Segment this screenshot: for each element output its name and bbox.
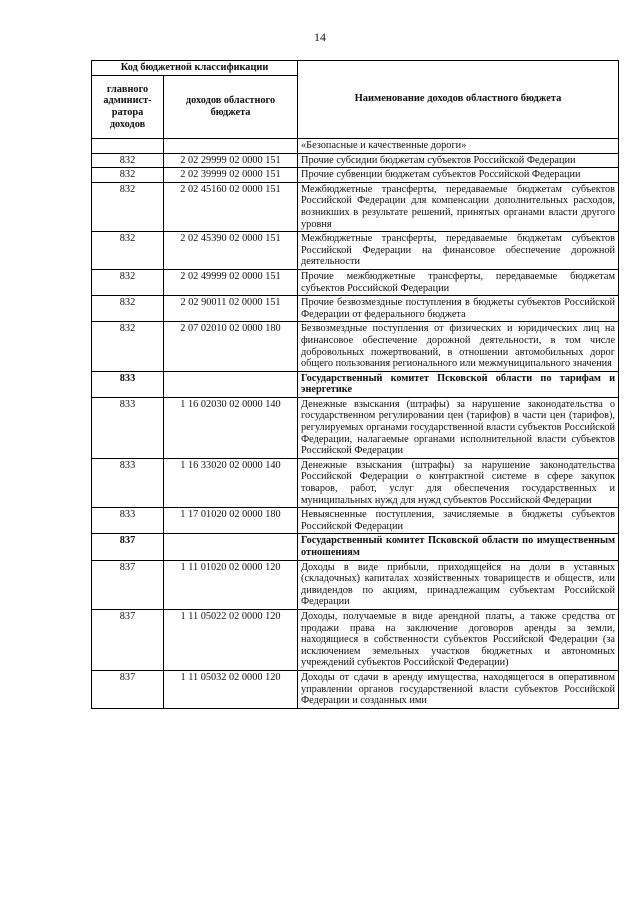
code-cell [164, 534, 298, 560]
code-cell: 2 02 45160 02 0000 151 [164, 182, 298, 231]
code-cell: 1 16 33020 02 0000 140 [164, 458, 298, 507]
table-row [92, 322, 619, 371]
admin-cell: 837 [92, 534, 164, 560]
name-cell: Прочие субсидии бюджетам субъектов Российской Федерации [298, 153, 619, 168]
code-cell: 2 02 49999 02 0000 151 [164, 269, 298, 295]
budget-classification-table [91, 60, 619, 709]
name-cell: Прочие безвозмездные поступления в бюджеты субъектов Российской Федерации от федерального бюджета [298, 296, 619, 322]
table-row [92, 232, 619, 270]
code-cell: 1 11 01020 02 0000 120 [164, 560, 298, 609]
admin-cell: 833 [92, 508, 164, 534]
admin-cell: 837 [92, 560, 164, 609]
admin-cell: 832 [92, 168, 164, 183]
page-number: 14 [314, 30, 326, 44]
table-row [92, 534, 619, 560]
code-cell: 2 02 39999 02 0000 151 [164, 168, 298, 183]
code-cell: 1 17 01020 02 0000 180 [164, 508, 298, 534]
table-row [92, 508, 619, 534]
code-cell: 2 02 45390 02 0000 151 [164, 232, 298, 270]
name-cell: Денежные взыскания (штрафы) за нарушение законодательства о государственном регулировании цен (тарифов) в части цен (тарифов), регулируемых органами государственной власти субъектов Российской Федерации, налагаемые органами исполнительной власти субъектов Российской Федерации [298, 397, 619, 458]
name-cell: Безвозмездные поступления от физических и юридических лиц на финансовое обеспечение дорожной деятельности, в том числе добровольных пожертвований, в отношении автомобильных дорог общего пользования регионального или межмуниципального значения [298, 322, 619, 371]
table-row [92, 458, 619, 507]
admin-cell: 832 [92, 269, 164, 295]
code-cell: 2 02 90011 02 0000 151 [164, 296, 298, 322]
table-body [92, 139, 619, 709]
name-cell: Прочие субвенции бюджетам субъектов Российской Федерации [298, 168, 619, 183]
admin-cell: 832 [92, 232, 164, 270]
table-row [92, 296, 619, 322]
table-row [92, 560, 619, 609]
name-cell: Межбюджетные трансферты, передаваемые бюджетам субъектов Российской Федерации для компенсации дополнительных расходов, возникших в результате решений, принятых органами власти другого уровня [298, 182, 619, 231]
table-row [92, 670, 619, 708]
group-header: Код бюджетной классификации [92, 61, 298, 76]
name-cell: Государственный комитет Псковской области по имущественным отношениям [298, 534, 619, 560]
name-cell: Прочие межбюджетные трансферты, передаваемые бюджетам субъектов Российской Федерации [298, 269, 619, 295]
admin-cell: 832 [92, 296, 164, 322]
admin-cell: 833 [92, 458, 164, 507]
code-cell: 1 16 02030 02 0000 140 [164, 397, 298, 458]
code-cell: 1 11 05032 02 0000 120 [164, 670, 298, 708]
admin-column-header: главного админист-ратора доходов [92, 76, 164, 139]
table-row [92, 139, 619, 154]
admin-cell: 832 [92, 153, 164, 168]
name-cell: Доходы в виде прибыли, приходящейся на доли в уставных (складочных) капиталах хозяйственных товариществ и обществ, или дивидендов по акциям, принадлежащим субъектам Российской Федерации [298, 560, 619, 609]
admin-cell: 837 [92, 609, 164, 670]
table-row [92, 182, 619, 231]
admin-cell [92, 139, 164, 154]
table-row [92, 609, 619, 670]
name-cell: Денежные взыскания (штрафы) за нарушение законодательства Российской Федерации о контрактной системе в сфере закупок товаров, работ, услуг для обеспечения государственных и муниципальных нужд для нужд субъектов Российской Федерации [298, 458, 619, 507]
code-cell [164, 139, 298, 154]
code-column-header: доходов областного бюджета [164, 76, 298, 139]
admin-cell: 833 [92, 371, 164, 397]
table-row [92, 371, 619, 397]
code-cell [164, 371, 298, 397]
table-row [92, 153, 619, 168]
admin-cell: 833 [92, 397, 164, 458]
table-row [92, 269, 619, 295]
name-cell: Невыясненные поступления, зачисляемые в бюджеты субъектов Российской Федерации [298, 508, 619, 534]
name-cell: «Безопасные и качественные дороги» [298, 139, 619, 154]
admin-cell: 832 [92, 182, 164, 231]
table-row [92, 397, 619, 458]
code-cell: 2 07 02010 02 0000 180 [164, 322, 298, 371]
name-cell: Межбюджетные трансферты, передаваемые бюджетам субъектов Российской Федерации на финансовое обеспечение дорожной деятельности [298, 232, 619, 270]
name-cell: Доходы, получаемые в виде арендной платы, а также средства от продажи права на заключение договоров аренды за земли, находящиеся в собственности субъектов Российской Федерации (за исключением земельных участков бюджетных и автономных учреждений субъектов Российской Федерации) [298, 609, 619, 670]
admin-cell: 832 [92, 322, 164, 371]
name-column-header: Наименование доходов областного бюджета [298, 61, 619, 139]
code-cell: 1 11 05022 02 0000 120 [164, 609, 298, 670]
admin-cell: 837 [92, 670, 164, 708]
table-row [92, 168, 619, 183]
code-cell: 2 02 29999 02 0000 151 [164, 153, 298, 168]
name-cell: Государственный комитет Псковской области по тарифам и энергетике [298, 371, 619, 397]
name-cell: Доходы от сдачи в аренду имущества, находящегося в оперативном управлении органов государственной власти субъектов Российской Федерации и созданных ими [298, 670, 619, 708]
